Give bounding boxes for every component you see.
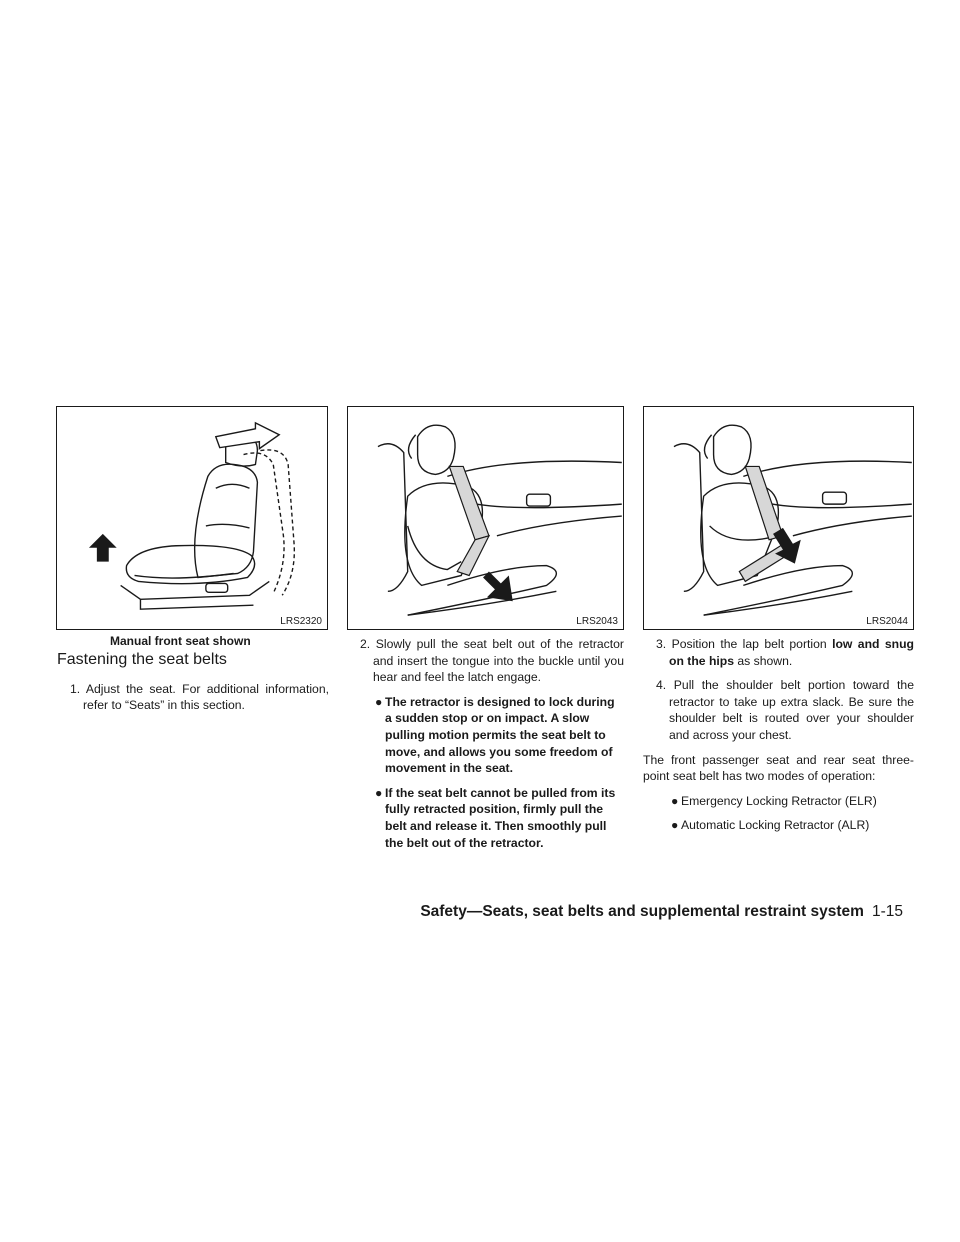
section-heading: Fastening the seat belts xyxy=(57,651,227,668)
step-3-suffix: as shown. xyxy=(734,653,793,668)
figure-seat-adjust xyxy=(56,406,328,630)
column-3 xyxy=(643,636,914,842)
seat-illustration xyxy=(57,407,327,629)
bullet-icon: ● xyxy=(671,793,679,808)
step-3-prefix: 3. Position the lap belt portion xyxy=(656,637,833,651)
footer-title: Safety—Seats, seat belts and supplemental restraint system xyxy=(420,903,864,920)
bullet-icon: ● xyxy=(375,694,383,709)
bullet-icon: ● xyxy=(375,785,383,800)
figure-code: LRS2320 xyxy=(280,616,322,627)
lap-belt-illustration xyxy=(644,407,913,629)
figure-lap-belt xyxy=(643,406,914,630)
mode-elr xyxy=(643,793,914,810)
figure-pull-belt xyxy=(347,406,624,630)
mode-text: Automatic Locking Retractor (ALR) xyxy=(681,818,870,833)
step-1: 1. Adjust the seat. For additional information, refer to “Seats” in this section. xyxy=(70,681,329,713)
step-2: 2. Slowly pull the seat belt out of the retractor and insert the tongue into the buckle until you hear and feel the latch engage. xyxy=(360,637,624,685)
step-3-emphasis: low and snug on the hips xyxy=(669,637,914,668)
step-3 xyxy=(643,636,914,669)
bullet-retracted-position xyxy=(347,785,624,851)
figure-caption: Manual front seat shown xyxy=(110,634,251,648)
bullet-text: If the seat belt cannot be pulled from its fully retracted position, firmly pull the belt and release it. Then smoothly pull the belt out of the retractor. xyxy=(385,785,616,850)
figure-code: LRS2044 xyxy=(866,616,908,627)
column-2 xyxy=(347,636,624,859)
mode-text: Emergency Locking Retractor (ELR) xyxy=(681,793,877,808)
modes-intro: The front passenger seat and rear seat three-point seat belt has two modes of operation: xyxy=(643,752,914,784)
step-4: 4. Pull the shoulder belt portion toward the retractor to take up extra slack. Be sure the shoulder belt is routed over your shoulder and across your chest. xyxy=(656,678,914,742)
figure-code: LRS2043 xyxy=(576,616,618,627)
page-footer xyxy=(420,903,903,921)
belt-pull-illustration xyxy=(348,407,623,629)
bullet-retractor-lock xyxy=(347,694,624,777)
bullet-text: The retractor is designed to lock during a sudden stop or on impact. A slow pulling motion permits the seat belt to move, and allows you some freedom of movement in the seat. xyxy=(385,694,615,776)
mode-alr xyxy=(643,817,914,834)
page-number: 1-15 xyxy=(871,903,903,920)
bullet-icon: ● xyxy=(671,818,679,833)
column-1 xyxy=(57,652,329,722)
